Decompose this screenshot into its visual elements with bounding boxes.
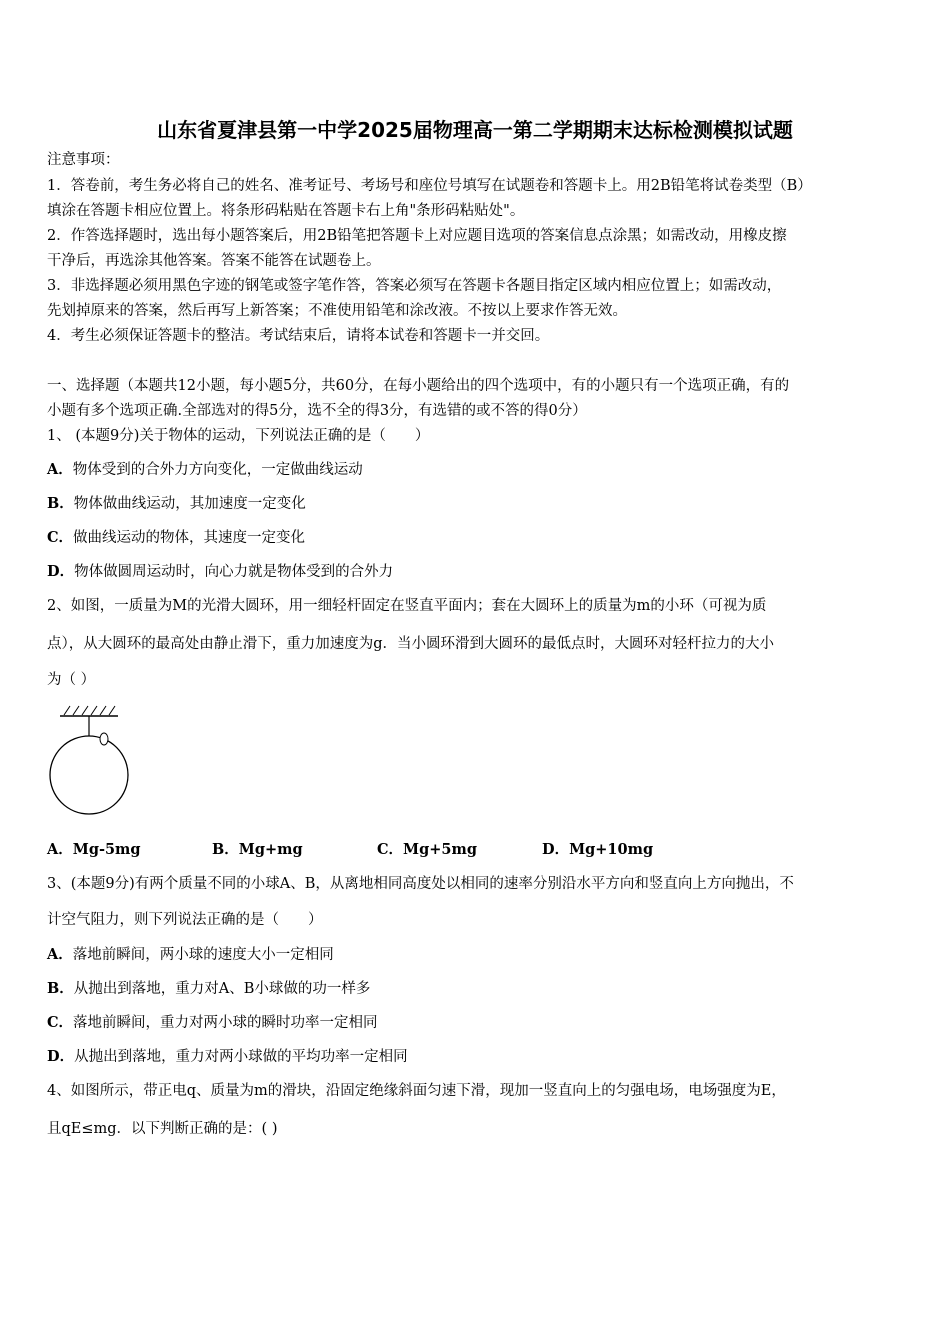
hatch-mark — [64, 706, 70, 715]
option-label: A． — [47, 461, 73, 478]
hatch-mark — [109, 706, 115, 715]
option-label: C． — [47, 529, 74, 546]
hatch-mark — [82, 706, 88, 715]
option-text: 从抛出到落地，重力对两小球做的平均功率一定相同 — [74, 1049, 408, 1065]
option-label: B． — [212, 841, 239, 858]
notice-heading: 注意事项： — [47, 152, 120, 168]
option-label: A． — [47, 946, 73, 963]
option-label: A． — [47, 841, 73, 858]
question-3-option-d — [47, 1047, 907, 1067]
option-label: C． — [47, 1014, 74, 1031]
option-text: 落地前瞬间，重力对两小球的瞬时功率一定相同 — [73, 1015, 378, 1031]
question-2-option-d — [542, 840, 653, 860]
notice-line: 3．非选择题必须用黑色字迹的钢笔或签字笔作答，答案必须写在答题卡各题目指定区域内相应位置上；如需改动， — [47, 278, 782, 294]
question-3-stem: 计空气阻力，则下列说法正确的是（ ） — [47, 912, 323, 928]
page-title: 山东省夏津县第一中学2025届物理高一第二学期期末达标检测模拟试题 — [157, 118, 793, 142]
option-text: 物体受到的合外力方向变化，一定做曲线运动 — [72, 462, 363, 478]
notice-line: 填涂在答题卡相应位置上。将条形码粘贴在答题卡右上角"条形码粘贴处"。 — [47, 203, 525, 219]
option-text: 物体做曲线运动，其加速度一定变化 — [73, 496, 306, 512]
small-ring — [100, 733, 108, 745]
option-text: Mg-5mg — [72, 841, 141, 858]
question-3-option-a — [47, 945, 907, 965]
hatch-mark — [91, 706, 97, 715]
question-3-option-c — [47, 1013, 907, 1033]
question-2-option-c — [377, 840, 477, 860]
option-text: 做曲线运动的物体，其速度一定变化 — [73, 530, 306, 546]
notice-line: 4．考生必须保证答题卡的整洁。考试结束后，请将本试卷和答题卡一并交回。 — [47, 328, 550, 344]
notice-line: 先划掉原来的答案，然后再写上新答案；不准使用铅笔和涂改液。不按以上要求作答无效。 — [47, 303, 627, 319]
option-label: B． — [47, 495, 74, 512]
section-instructions: 一、选择题（本题共12小题，每小题5分，共60分，在每小题给出的四个选项中，有的小题只有一个选项正确，有的 — [47, 378, 790, 394]
question-2-option-a — [47, 840, 141, 860]
question-4-stem: 且qE≤mg．以下判断正确的是：( ) — [47, 1121, 278, 1137]
question-1-option-d — [47, 562, 907, 582]
question-1-option-a — [47, 460, 907, 480]
section-instructions: 小题有多个选项正确.全部选对的得5分，选不全的得3分，有选错的或不答的得0分） — [47, 403, 587, 419]
notice-line: 1．答卷前，考生务必将自己的姓名、准考证号、考场号和座位号填写在试题卷和答题卡上。用2B铅笔将试卷类型（B） — [47, 178, 812, 194]
hatch-mark — [73, 706, 79, 715]
question-2-option-b — [212, 840, 303, 860]
option-text: 落地前瞬间，两小球的速度大小一定相同 — [72, 947, 334, 963]
option-text: Mg+mg — [238, 841, 303, 858]
question-2-stem: 点），从大圆环的最高处由静止滑下，重力加速度为g．当小圆环滑到大圆环的最低点时，大圆环对轻杆拉力的大小 — [47, 636, 775, 652]
option-text: Mg+5mg — [403, 841, 477, 858]
notice-line: 干净后，再选涂其他答案。答案不能答在试题卷上。 — [47, 253, 381, 269]
option-label: D． — [47, 563, 75, 580]
notice-line: 2．作答选择题时，选出每小题答案后，用2B铅笔把答题卡上对应题目选项的答案信息点涂黑；如需改动，用橡皮擦 — [47, 228, 787, 244]
question-3-stem: 3、(本题9分)有两个质量不同的小球A、B，从离地相同高度处以相同的速率分别沿水平方向和竖直向上方向抛出，不 — [47, 876, 794, 892]
question-1-stem: 1、 (本题9分)关于物体的运动，下列说法正确的是（ ） — [47, 428, 430, 444]
question-3-option-b — [47, 979, 907, 999]
option-label: C． — [377, 841, 404, 858]
option-label: B． — [47, 980, 74, 997]
option-text: 从抛出到落地，重力对A、B小球做的功一样多 — [73, 981, 371, 997]
large-ring — [50, 736, 128, 814]
hatch-mark — [100, 706, 106, 715]
option-label: D． — [47, 1048, 75, 1065]
option-text: Mg+10mg — [569, 841, 654, 858]
question-4-stem: 4、如图所示，带正电q、质量为m的滑块，沿固定绝缘斜面匀速下滑，现加一竖直向上的匀强电场，电场强度为E， — [47, 1083, 786, 1099]
question-2-stem: 为（ ） — [47, 672, 96, 688]
question-1-option-b — [47, 494, 907, 514]
option-label: D． — [542, 841, 570, 858]
question-1-option-c — [47, 528, 907, 548]
option-text: 物体做圆周运动时，向心力就是物体受到的合外力 — [74, 564, 394, 580]
ring-on-rod-figure — [46, 702, 132, 820]
question-2-stem: 2、如图，一质量为M的光滑大圆环，用一细轻杆固定在竖直平面内；套在大圆环上的质量为m的小环（可视为质 — [47, 598, 767, 614]
